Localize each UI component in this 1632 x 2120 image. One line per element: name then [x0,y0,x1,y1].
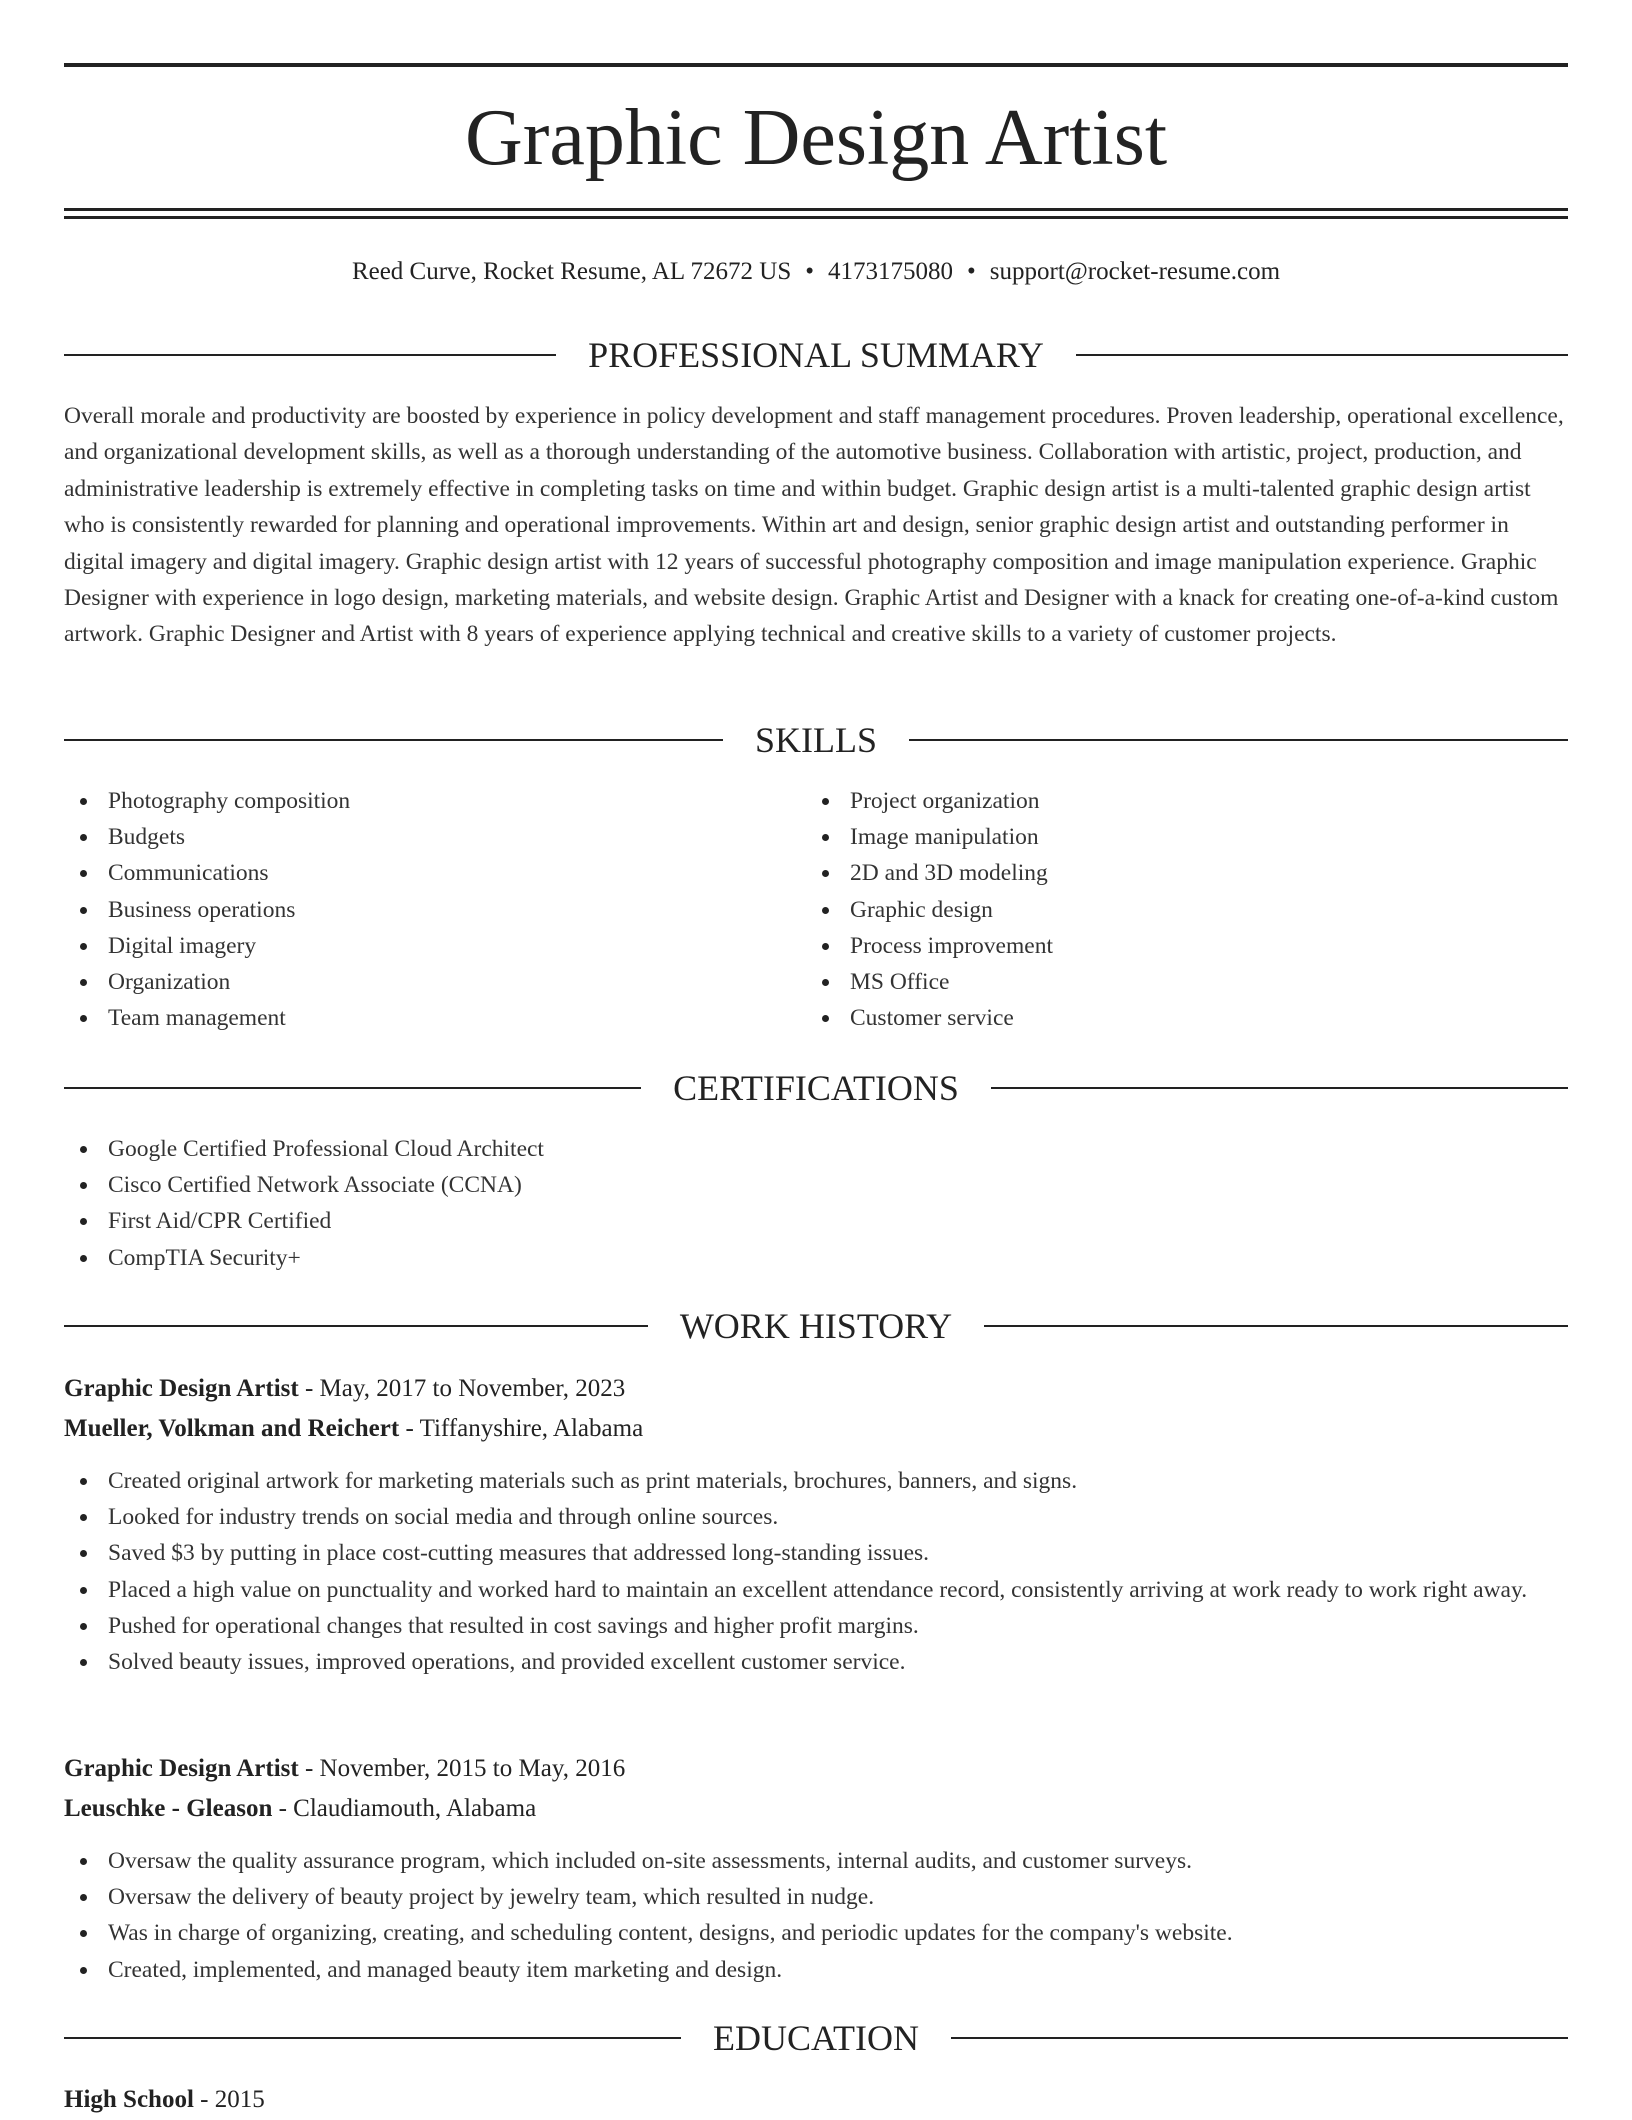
job-duties-list [64,1463,1568,1680]
section-rule [951,2037,1568,2039]
section-title: PROFESSIONAL SUMMARY [588,335,1044,375]
job-duty: Oversaw the quality assurance program, which included on-site assessments, internal audits, and customer surveys. [64,1843,1568,1879]
section-rule [64,2037,681,2039]
job-duty: Solved beauty issues, improved operations, and provided excellent customer service. [64,1644,1568,1680]
certification-item: Google Certified Professional Cloud Architect [64,1131,1568,1167]
contact-email: support@rocket-resume.com [989,258,1281,285]
certifications-list [64,1131,1568,1276]
section-rule [1076,354,1568,356]
job-title-line [64,1749,1568,1789]
skill-item: 2D and 3D modeling [806,855,1526,891]
certification-item: Cisco Certified Network Associate (CCNA) [64,1167,1568,1203]
skill-item: Communications [64,855,784,891]
education-entry [64,2080,1568,2120]
job-duty: Oversaw the delivery of beauty project by jewelry team, which resulted in nudge. [64,1879,1568,1915]
contact-phone: 4173175080 [828,258,953,285]
skill-item: Team management [64,1000,784,1036]
section-title: SKILLS [755,720,878,760]
job-dates: - May, 2017 to November, 2023 [298,1375,626,1402]
certification-item: CompTIA Security+ [64,1240,1568,1276]
title-rule-lower [64,216,1568,219]
job-title: Graphic Design Artist [64,1755,299,1782]
job-company: Mueller, Volkman and Reichert [64,1415,400,1442]
job-duty: Placed a high value on punctuality and worked hard to maintain an excellent attendance record, consistently arriving at work ready to work right away. [64,1572,1568,1608]
skill-item: Budgets [64,819,784,855]
job-duty: Saved $3 by putting in place cost-cutting measures that addressed long-standing issues. [64,1535,1568,1571]
job-location: - Claudiamouth, Alabama [272,1795,537,1822]
contact-address: Reed Curve, Rocket Resume, AL 72672 US [351,258,792,285]
section-title: EDUCATION [713,2018,919,2058]
certification-item: First Aid/CPR Certified [64,1203,1568,1239]
skills-list-left [64,783,784,1036]
job-company-line [64,1409,1568,1449]
section-header-education [64,2013,1568,2063]
skill-item: Customer service [806,1000,1526,1036]
section-header-certifications [64,1063,1568,1113]
job-duty: Looked for industry trends on social media and through online sources. [64,1499,1568,1535]
top-rule [64,63,1568,67]
job-company-line [64,1789,1568,1829]
job-duty: Created original artwork for marketing materials such as print materials, brochures, banners, and signs. [64,1463,1568,1499]
job-duty: Created, implemented, and managed beauty item marketing and design. [64,1952,1568,1988]
contact-line [64,252,1568,292]
skill-item: Project organization [806,783,1526,819]
job-duty: Pushed for operational changes that resulted in cost savings and higher profit margins. [64,1608,1568,1644]
skill-item: Image manipulation [806,819,1526,855]
summary-text: Overall morale and productivity are boosted by experience in policy development and staff management procedures. Proven leadership, operational excellence, and organizational development skills, as well as a thorough understanding of the automotive business. Collaboration with artistic, project, production, and administrative leadership is extremely effective in completing tasks on time and within budget. Graphic design artist is a multi-talented graphic design artist who is consistently rewarded for planning and operational improvements. Within art and design, senior graphic design artist and outstanding performer in digital imagery and digital imagery. Graphic design artist with 12 years of successful photography composition and image manipulation experience. Graphic Designer with experience in logo design, marketing materials, and website design. Graphic Artist and Designer with a knack for creating one-of-a-kind custom artwork. Graphic Designer and Artist with 8 years of experience applying technical and creative skills to a variety of customer projects. [64,403,1564,648]
job-company: Leuschke - Gleason [64,1795,273,1822]
job-dates: - November, 2015 to May, 2016 [298,1755,626,1782]
section-title: WORK HISTORY [679,1306,953,1346]
section-rule [64,1325,648,1327]
job-title-line [64,1369,1568,1409]
section-header-work-history [64,1301,1568,1351]
job-title: Graphic Design Artist [64,1375,299,1402]
contact-separator: • [967,258,976,285]
job-location: - Tiffanyshire, Alabama [399,1415,644,1442]
skill-item: Digital imagery [64,928,784,964]
section-rule [64,354,556,356]
section-rule [909,739,1568,741]
skill-item: Process improvement [806,928,1526,964]
skill-item: Graphic design [806,892,1526,928]
job-duty: Was in charge of organizing, creating, and scheduling content, designs, and periodic updates for the company's website. [64,1915,1568,1951]
contact-separator: • [805,258,814,285]
section-rule [64,739,723,741]
education-year: - 2015 [193,2086,265,2113]
resume-title: Graphic Design Artist [464,94,1168,182]
title-rule-upper [64,208,1568,211]
skills-list-right [806,783,1526,1036]
skill-item: MS Office [806,964,1526,1000]
skill-item: Organization [64,964,784,1000]
skill-item: Photography composition [64,783,784,819]
education-degree: High School [64,2086,194,2113]
section-header-summary [64,330,1568,380]
section-rule [984,1325,1568,1327]
section-title: CERTIFICATIONS [673,1068,959,1108]
section-rule [64,1087,641,1089]
section-header-skills [64,715,1568,765]
section-rule [991,1087,1568,1089]
job-duties-list [64,1843,1568,1988]
skill-item: Business operations [64,892,784,928]
